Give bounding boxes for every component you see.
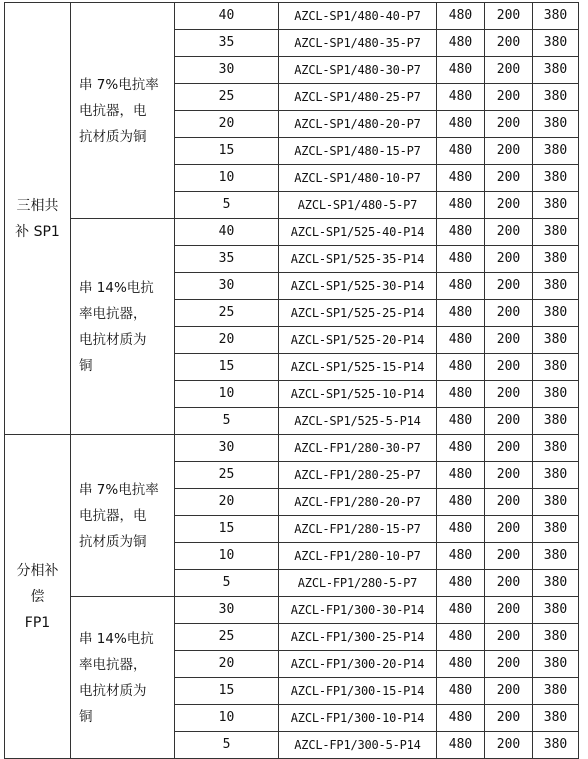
capacity-cell: 10	[175, 165, 279, 192]
current-cell: 200	[485, 381, 533, 408]
current-cell: 200	[485, 111, 533, 138]
size-cell: 380	[533, 273, 579, 300]
capacity-cell: 10	[175, 705, 279, 732]
voltage-cell: 480	[437, 624, 485, 651]
subgroup-label-line: 串 14%电抗	[79, 279, 154, 296]
voltage-cell: 480	[437, 111, 485, 138]
current-cell: 200	[485, 3, 533, 30]
model-cell: AZCL-FP1/300-20-P14	[279, 651, 437, 678]
group-label-line: 偿	[30, 588, 45, 605]
model-cell: AZCL-SP1/480-10-P7	[279, 165, 437, 192]
model-cell: AZCL-FP1/300-5-P14	[279, 732, 437, 759]
size-cell: 380	[533, 300, 579, 327]
spec-table	[4, 2, 579, 759]
capacity-cell: 25	[175, 462, 279, 489]
capacity-cell: 30	[175, 597, 279, 624]
subgroup-label-cell	[71, 597, 175, 759]
size-cell: 380	[533, 570, 579, 597]
voltage-cell: 480	[437, 705, 485, 732]
subgroup-label-line: 率电抗器，	[79, 305, 147, 322]
table-row	[5, 3, 579, 30]
model-cell: AZCL-FP1/280-25-P7	[279, 462, 437, 489]
capacity-cell: 40	[175, 219, 279, 246]
size-cell: 380	[533, 219, 579, 246]
capacity-cell: 5	[175, 408, 279, 435]
current-cell: 200	[485, 651, 533, 678]
size-cell: 380	[533, 138, 579, 165]
voltage-cell: 480	[437, 489, 485, 516]
voltage-cell: 480	[437, 381, 485, 408]
size-cell: 380	[533, 435, 579, 462]
current-cell: 200	[485, 570, 533, 597]
capacity-cell: 30	[175, 57, 279, 84]
subgroup-label-line: 铜	[79, 357, 93, 374]
current-cell: 200	[485, 489, 533, 516]
size-cell: 380	[533, 462, 579, 489]
current-cell: 200	[485, 138, 533, 165]
subgroup-label-line: 抗材质为铜	[79, 128, 147, 145]
model-cell: AZCL-SP1/480-40-P7	[279, 3, 437, 30]
subgroup-label-line: 电抗器，电	[79, 507, 147, 524]
current-cell: 200	[485, 327, 533, 354]
model-cell: AZCL-FP1/300-15-P14	[279, 678, 437, 705]
capacity-cell: 20	[175, 111, 279, 138]
capacity-cell: 20	[175, 489, 279, 516]
capacity-cell: 35	[175, 30, 279, 57]
current-cell: 200	[485, 30, 533, 57]
voltage-cell: 480	[437, 570, 485, 597]
voltage-cell: 480	[437, 543, 485, 570]
capacity-cell: 40	[175, 3, 279, 30]
voltage-cell: 480	[437, 354, 485, 381]
size-cell: 380	[533, 192, 579, 219]
subgroup-label-cell	[71, 219, 175, 435]
voltage-cell: 480	[437, 597, 485, 624]
model-cell: AZCL-FP1/280-15-P7	[279, 516, 437, 543]
model-cell: AZCL-SP1/480-15-P7	[279, 138, 437, 165]
current-cell: 200	[485, 516, 533, 543]
current-cell: 200	[485, 624, 533, 651]
current-cell: 200	[485, 84, 533, 111]
table-row	[5, 219, 579, 246]
size-cell: 380	[533, 111, 579, 138]
model-cell: AZCL-FP1/300-10-P14	[279, 705, 437, 732]
size-cell: 380	[533, 408, 579, 435]
current-cell: 200	[485, 300, 533, 327]
group-label-line: FP1	[24, 614, 51, 631]
capacity-cell: 20	[175, 651, 279, 678]
size-cell: 380	[533, 597, 579, 624]
current-cell: 200	[485, 165, 533, 192]
current-cell: 200	[485, 543, 533, 570]
group-label-line: 分相补	[16, 562, 59, 579]
size-cell: 380	[533, 246, 579, 273]
voltage-cell: 480	[437, 165, 485, 192]
capacity-cell: 30	[175, 273, 279, 300]
voltage-cell: 480	[437, 192, 485, 219]
capacity-cell: 15	[175, 678, 279, 705]
table-row	[5, 435, 579, 462]
table-row	[5, 597, 579, 624]
capacity-cell: 35	[175, 246, 279, 273]
model-cell: AZCL-SP1/525-20-P14	[279, 327, 437, 354]
voltage-cell: 480	[437, 327, 485, 354]
voltage-cell: 480	[437, 435, 485, 462]
size-cell: 380	[533, 651, 579, 678]
subgroup-label-line: 电抗器，电	[79, 102, 147, 119]
group-label-line: 三相共	[16, 197, 59, 214]
subgroup-label-line: 串 14%电抗	[79, 630, 154, 647]
current-cell: 200	[485, 435, 533, 462]
model-cell: AZCL-SP1/525-5-P14	[279, 408, 437, 435]
model-cell: AZCL-FP1/280-5-P7	[279, 570, 437, 597]
subgroup-label-cell	[71, 3, 175, 219]
capacity-cell: 20	[175, 327, 279, 354]
voltage-cell: 480	[437, 246, 485, 273]
subgroup-label-line: 串 7%电抗率	[79, 481, 159, 498]
model-cell: AZCL-SP1/480-35-P7	[279, 30, 437, 57]
capacity-cell: 25	[175, 300, 279, 327]
capacity-cell: 10	[175, 381, 279, 408]
current-cell: 200	[485, 192, 533, 219]
size-cell: 380	[533, 678, 579, 705]
size-cell: 380	[533, 516, 579, 543]
size-cell: 380	[533, 30, 579, 57]
model-cell: AZCL-FP1/300-25-P14	[279, 624, 437, 651]
model-cell: AZCL-SP1/480-25-P7	[279, 84, 437, 111]
subgroup-label-line: 电抗材质为	[79, 331, 147, 348]
size-cell: 380	[533, 354, 579, 381]
current-cell: 200	[485, 732, 533, 759]
voltage-cell: 480	[437, 57, 485, 84]
voltage-cell: 480	[437, 138, 485, 165]
size-cell: 380	[533, 3, 579, 30]
current-cell: 200	[485, 246, 533, 273]
size-cell: 380	[533, 489, 579, 516]
subgroup-label-line: 串 7%电抗率	[79, 76, 159, 93]
subgroup-label-line: 抗材质为铜	[79, 533, 147, 550]
model-cell: AZCL-SP1/525-10-P14	[279, 381, 437, 408]
size-cell: 380	[533, 732, 579, 759]
current-cell: 200	[485, 273, 533, 300]
capacity-cell: 5	[175, 570, 279, 597]
spec-table-body	[5, 3, 579, 759]
capacity-cell: 15	[175, 138, 279, 165]
voltage-cell: 480	[437, 678, 485, 705]
model-cell: AZCL-SP1/525-30-P14	[279, 273, 437, 300]
voltage-cell: 480	[437, 219, 485, 246]
capacity-cell: 5	[175, 732, 279, 759]
model-cell: AZCL-SP1/480-20-P7	[279, 111, 437, 138]
voltage-cell: 480	[437, 300, 485, 327]
model-cell: AZCL-SP1/480-30-P7	[279, 57, 437, 84]
voltage-cell: 480	[437, 3, 485, 30]
voltage-cell: 480	[437, 462, 485, 489]
group-label-cell	[5, 3, 71, 435]
voltage-cell: 480	[437, 732, 485, 759]
current-cell: 200	[485, 219, 533, 246]
capacity-cell: 10	[175, 543, 279, 570]
voltage-cell: 480	[437, 651, 485, 678]
group-label-line: 补 SP1	[15, 223, 60, 240]
size-cell: 380	[533, 705, 579, 732]
size-cell: 380	[533, 165, 579, 192]
subgroup-label-cell	[71, 435, 175, 597]
voltage-cell: 480	[437, 30, 485, 57]
current-cell: 200	[485, 462, 533, 489]
voltage-cell: 480	[437, 516, 485, 543]
model-cell: AZCL-FP1/300-30-P14	[279, 597, 437, 624]
subgroup-label-line: 铜	[79, 708, 93, 725]
size-cell: 380	[533, 84, 579, 111]
size-cell: 380	[533, 57, 579, 84]
voltage-cell: 480	[437, 408, 485, 435]
model-cell: AZCL-SP1/525-15-P14	[279, 354, 437, 381]
current-cell: 200	[485, 678, 533, 705]
group-label-cell	[5, 435, 71, 759]
current-cell: 200	[485, 354, 533, 381]
model-cell: AZCL-SP1/480-5-P7	[279, 192, 437, 219]
capacity-cell: 15	[175, 354, 279, 381]
capacity-cell: 15	[175, 516, 279, 543]
current-cell: 200	[485, 408, 533, 435]
model-cell: AZCL-SP1/525-25-P14	[279, 300, 437, 327]
subgroup-label-line: 电抗材质为	[79, 682, 147, 699]
capacity-cell: 25	[175, 84, 279, 111]
current-cell: 200	[485, 705, 533, 732]
size-cell: 380	[533, 381, 579, 408]
capacity-cell: 30	[175, 435, 279, 462]
model-cell: AZCL-FP1/280-20-P7	[279, 489, 437, 516]
size-cell: 380	[533, 327, 579, 354]
capacity-cell: 25	[175, 624, 279, 651]
size-cell: 380	[533, 543, 579, 570]
model-cell: AZCL-SP1/525-35-P14	[279, 246, 437, 273]
subgroup-label-line: 率电抗器，	[79, 656, 147, 673]
current-cell: 200	[485, 597, 533, 624]
capacity-cell: 5	[175, 192, 279, 219]
model-cell: AZCL-SP1/525-40-P14	[279, 219, 437, 246]
voltage-cell: 480	[437, 84, 485, 111]
current-cell: 200	[485, 57, 533, 84]
size-cell: 380	[533, 624, 579, 651]
model-cell: AZCL-FP1/280-10-P7	[279, 543, 437, 570]
model-cell: AZCL-FP1/280-30-P7	[279, 435, 437, 462]
voltage-cell: 480	[437, 273, 485, 300]
